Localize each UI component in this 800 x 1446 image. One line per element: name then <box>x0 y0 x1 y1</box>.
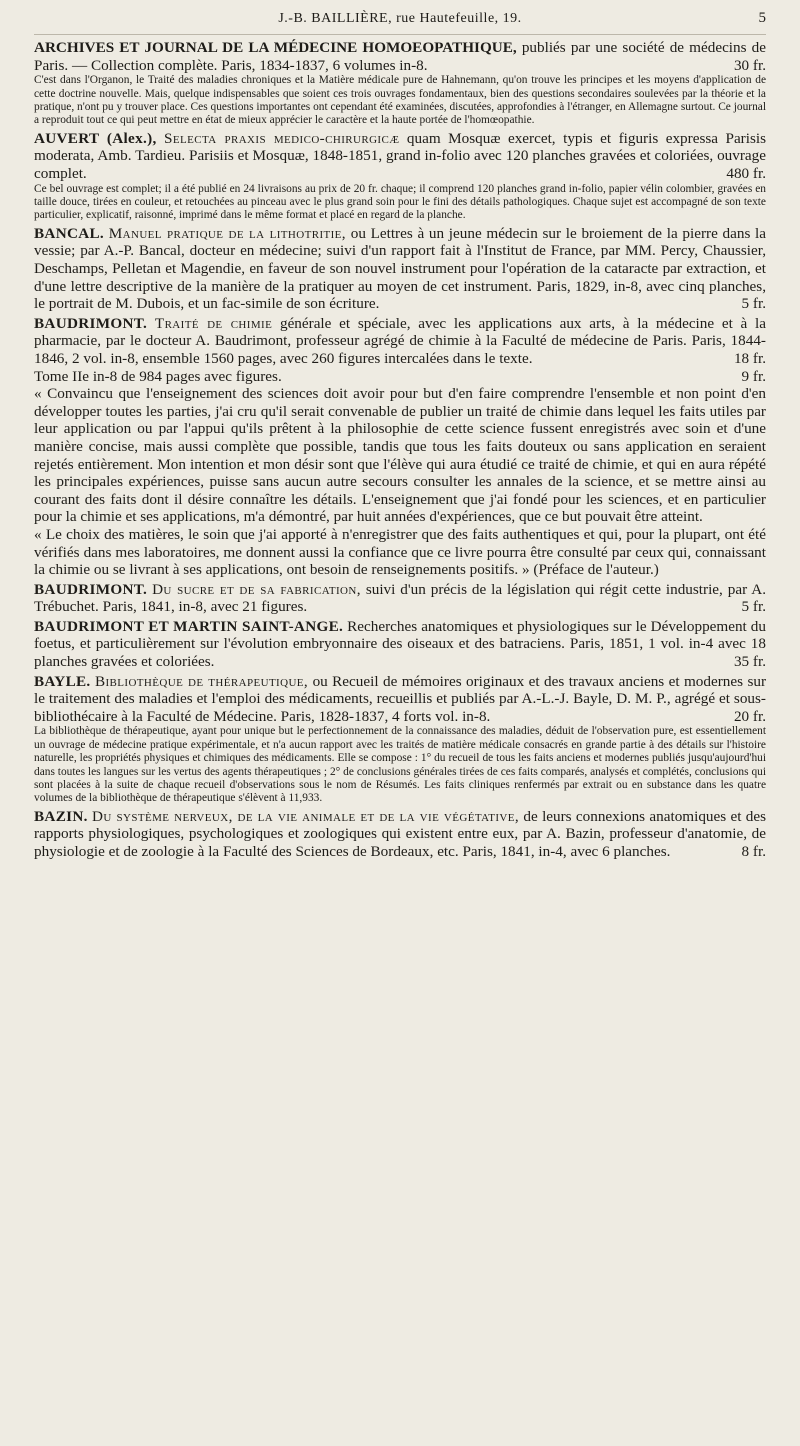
entry-title: Selecta praxis medico-chirurgicæ <box>164 129 400 147</box>
entry-quote: « Le choix des matières, le soin que j'ai apporté à n'enregistrer que des faits authentiques et qui, pour la plupart, ont été vérifiés dans mes laboratoires, me donnent aussi la confiance que ce livre pourra être consulté par ceux qui, connaissant la chimie ou se livrant à ses applications, ont besoin de renseignements positifs. » (Préface de l'auteur.) <box>34 525 766 579</box>
entry-price: 5 fr. <box>741 295 766 313</box>
entry-heading: ARCHIVES ET JOURNAL DE LA MÉDECINE HOMOEOPATHIQUE, <box>34 39 517 56</box>
entry-baudrimont-chimie <box>34 315 766 579</box>
entry-extra-price: 9 fr. <box>741 367 766 385</box>
entry-title: Manuel pratique de la lithotritie, <box>108 224 347 242</box>
entry-price: 35 fr. <box>733 653 766 671</box>
entry-author: BAUDRIMONT. <box>34 580 148 598</box>
entry-author: BAUDRIMONT. <box>34 314 148 332</box>
entry-bayle <box>34 673 766 806</box>
entry-author: AUVERT (Alex.), <box>34 129 157 147</box>
entry-title: Traité de chimie <box>154 314 273 332</box>
entry-baudrimont-sucre <box>34 581 766 616</box>
entry-note: Ce bel ouvrage est complet; il a été publié en 24 livraisons au prix de 20 fr. chaque; il comprend 120 planches grand in-folio, papier vélin colombier, gravées en taille douce, tirées en couleur, et retouchées au pinceau avec le plus grand soin pour le fini des détails pathologiques. Chaque sujet est accompagné de son texte particulier, explicatif, raisonné, imprimé dans le même format et placé en regard de la planche. <box>34 182 766 222</box>
entry-note: La bibliothèque de thérapeutique, ayant pour unique but le perfectionnement de la connaissance des maladies, déduit de l'observation pure, est essentiellement un ouvrage de médecine pratique expérimentale, et n'a aucun rapport avec les traités de matière médicale consacrés en grande partie à des détails sur l'histoire naturelle, les propriétés physiques et chimiques des médicaments. Elle se compose : 1° du recueil de tous les faits anciens et modernes publiés jusqu'aujourd'hui dans toutes les langues sur les vertus des agents thérapeutiques ; 2° de conclusions générales tirées de ces faits comparés, analysés et complétés, conclusions qui sont placées à la suite de chaque recueil d'observations sous le nom de Résumés. Les faits cliniques renfermés par extrait ou en substance dans les quatre volumes de la bibliothèque de thérapeutique s'élèvent à 11,933. <box>34 725 766 805</box>
entry-author: BAUDRIMONT ET MARTIN SAINT-ANGE. <box>34 617 344 635</box>
entry-text: générale et spéciale, avec les applications aux arts, à la médecine et à la pharmacie, par le docteur A. Baudrimont, professeur agrégé de chimie à la Faculté de médecine de Paris. Paris, 1844-1846, 2 vol. in-8, ensemble 1560 pages, avec 260 figures intercalées dans le texte. <box>34 314 767 367</box>
entry-text: quam Mosquæ exercet, typis et figuris expressa Parisis moderata, Amb. Tardieu. Parisiis et Mosquæ, 1848-1851, grand in-folio avec 120 planches gravées et coloriées, ouvrage complet. <box>34 129 767 182</box>
page-header <box>34 8 766 35</box>
entry-price: 480 fr. <box>726 165 766 182</box>
entry-text: de leurs connexions anatomiques et des rapports physiologiques, psychologiques et zoologiques qui existent entre eux, par A. Bazin, professeur d'anatomie, de physiologie et de zoologie à la Faculté des Sciences de Bordeaux, etc. Paris, 1841, in-4, avec 6 planches. <box>34 807 767 861</box>
entry-text: ou Recueil de mémoires originaux et des travaux anciens et modernes sur le traitement des maladies et l'emploi des médicaments, recueillis et publiés par A.-L.-J. Bayle, D. M. P., agrégé et sous-bibliothécaire à la Faculté de Médecine. Paris, 1828-1837, 4 forts vol. in-8. <box>34 672 767 725</box>
entry-text: Recherches anatomiques et physiologiques sur le Développement du foetus, et particulièrement sur l'évolution embryonnaire des oiseaux et des batraciens. Paris, 1851, 1 vol. in-4 avec 18 planches gravées et coloriées. <box>34 617 766 671</box>
entry-title: Du sucre et de sa fabrication, <box>152 580 361 598</box>
entry-extra-line: Tome IIe in-8 de 984 pages avec figures. <box>34 367 282 385</box>
entry-author: BANCAL. <box>34 224 105 242</box>
entry-quote: « Convaincu que l'enseignement des sciences doit avoir pour but d'en faire comprendre l'ensemble et non point d'en développer toutes les parties, j'ai cru qu'il serait convenable de publier un traité de chimie dans lequel les faits utiles par leur application ou par l'appui qu'ils prêtent à la philosophie de cette science fussent enregistrés avec soin et d'une manière concise, mais aussi complète que possible, tandis que tous les faits douteux ou sans application en seraient rejetés entièrement. Mon intention et mon désir sont que l'élève qui aura étudié ce traité de chimie, et qui en aura répété les principales expériences, puisse sans aucun autre secours consulter les annales de la science, et se mettre ainsi au courant des faits dont il désire connaître les détails. L'enseignement que j'ai fondé pour les sciences, et en particulier pour la chimie et ses applications, m'a démontré, par huit années d'expériences, que ce but pouvait être atteint. <box>34 385 766 526</box>
entry-auvert <box>34 130 766 223</box>
entry-title: Du système nerveux, de la vie animale et de la vie végétative, <box>92 807 520 825</box>
entry-bazin <box>34 808 766 861</box>
entry-price: 8 fr. <box>741 843 766 861</box>
entry-text: suivi d'un précis de la législation qui régit cette industrie, par A. Trébuchet. Paris, 1841, in-8, avec 21 figures. <box>34 580 766 616</box>
entry-bancal <box>34 225 766 313</box>
entry-price: 30 fr. <box>733 56 766 74</box>
entry-price: 18 fr. <box>733 349 766 367</box>
entry-note: C'est dans l'Organon, le Traité des maladies chroniques et la Matière médicale pure de Hahnemann, qu'on trouve les principes et les moyens d'application de cette doctrine nouvelle. Mais, quelque indispensables que soient ces trois ouvrages fondamentaux, bien des questions secondaires soulevées par la théorie et la pratique, n'ont pu y trouver place. Ces questions importantes ont cependant été examinées, discutées, approfondies à l'étranger, en Allemagne surtout. Ce journal a reproduit tout ce qui peut mettre en état de mieux apprécier le caractère et la haute portée de l'homœopathie. <box>34 74 766 127</box>
entry-archives <box>34 39 766 128</box>
entry-price: 20 fr. <box>733 707 766 725</box>
entry-author: BAYLE. <box>34 672 91 690</box>
entry-text: publiés par une société de médecins de Paris. — Collection complète. Paris, 1834-1837, 6 volumes in-8. <box>34 39 766 74</box>
entry-title: Bibliothèque de thérapeutique, <box>94 672 309 690</box>
page-number: 5 <box>758 10 766 26</box>
entry-baudrimont-martin <box>34 618 766 671</box>
running-head: J.-B. BAILLIÈRE, rue Hautefeuille, 19. <box>278 11 522 26</box>
entry-price: 5 fr. <box>741 598 766 616</box>
entry-author: BAZIN. <box>34 807 88 825</box>
entry-text: ou Lettres à un jeune médecin sur le broiement de la pierre dans la vessie; par A.-P. Bancal, docteur en médecine; suivi d'un rapport fait à l'Institut de France, par MM. Percy, Chaussier, Deschamps, Pelletan et Magendie, en faveur de son nouvel instrument pour l'opération de la cataracte par extraction, et d'une lettre descriptive de la manière de la pratiquer au moyen de cet instrument. Paris, 1829, in-8, avec cinq planches, le portrait de M. Dubois, et un fac-simile de son écriture. <box>34 224 767 313</box>
